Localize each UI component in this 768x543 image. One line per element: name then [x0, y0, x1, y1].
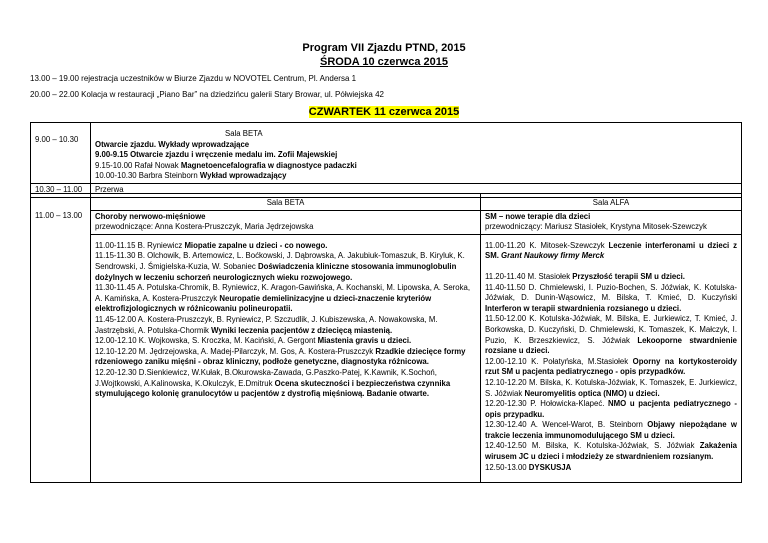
talk-authors: M. Jędrzejowska, A. Madej-Pilarczyk, M. Gos, A. Kostera-Pruszczyk: [138, 346, 376, 356]
talk-item: [485, 420, 737, 441]
talk-item: [485, 463, 737, 474]
session-title: SM – nowe terapie dla dzieci: [485, 211, 591, 221]
time-break: 10.30 – 11.00: [31, 183, 91, 197]
talk-time: 12.20-12.30: [95, 367, 139, 377]
talk-item: [485, 441, 737, 462]
talk-time: 12.40-12.50: [485, 441, 532, 451]
talk-time: 11.00-11.20: [485, 240, 530, 250]
talk-item: [485, 378, 737, 399]
talk-item: [485, 283, 737, 315]
session-chairs: przewodniczące: Anna Kostera-Pruszczyk, Maria Jędrzejowska: [95, 222, 314, 232]
room-label: Sala BETA: [225, 129, 263, 138]
break-label: Przerwa: [91, 183, 742, 197]
session-title: Otwarcie zjazdu. Wykłady wprowadzające: [95, 139, 250, 149]
talk-title: DYSKUSJA: [528, 462, 572, 472]
talk-time: 12.00-12.10: [95, 336, 139, 346]
talk-authors: M. Bilska, K. Kotulska-Jóźwiak, K. Tomaszek, E. Jurkiewicz, S. Jóźwiak: [485, 377, 737, 398]
talk-time: 11.00-11.15: [95, 240, 138, 250]
room-alfa-label: Sala ALFA: [481, 194, 742, 211]
talk-time: 11.15-11.30: [95, 251, 138, 261]
talk-title: Doświadczenia kliniczne stosowania immunoglobulin dożylnych w leczeniu schorzeń neurologicznych wieku rozwojowego.: [95, 261, 457, 282]
talk-item: [485, 357, 737, 378]
talk-item: [95, 251, 476, 283]
talk-title: Lekooporne stwardnienie rozsiane u dzieci.: [485, 335, 738, 356]
opening-session: [91, 129, 742, 183]
talk-authors: D.Sienkiewicz, W.Kułak, B.Okurowska-Zawada, G.Paszko-Patej, K.Kawnik, K.Sochoń, J.Wojtkowski, A.Kalinowska, K.Okulczyk, E.Dmitruk: [95, 367, 437, 388]
talk-item: [95, 347, 476, 368]
talk-authors: K. Wojkowska, S. Kroczka, M. Kaciński, A. Gergont: [138, 336, 318, 346]
talk-item: [95, 241, 476, 252]
talk-time: 12.00-12.10: [485, 356, 532, 366]
talk-item: [485, 314, 737, 356]
talk-title: Oporny na kortykosteroidy rzut SM u pacjenta pediatrycznego - opis przypadków.: [485, 356, 737, 377]
talk-time: 11.40-11.50: [485, 282, 529, 292]
page-title: Program VII Zjazdu PTND, 2015: [302, 42, 466, 54]
time-parallel: 11.00 – 13.00: [31, 194, 91, 483]
talk-title: Zakażenia wirusem JC u dzieci i młodzieży ze stwardnieniem rozsianym.: [485, 441, 737, 462]
talk-item: [95, 336, 476, 347]
talk-item: [485, 272, 737, 283]
talk-authors: M. Bilska, K. Kotulska-Jóźwiak, S. Jóźwiak: [531, 441, 700, 451]
talk-item: [95, 283, 476, 315]
talk-title: Rzadkie dziecięce formy rdzeniowego zaniku mięśni - obraz kliniczny, podłoże genetyczne, diagnostyka różnicowa.: [95, 346, 466, 367]
talk-time: 12.10-12.20: [95, 346, 139, 356]
day-heading-thursday: CZWARTEK 11 czerwca 2015: [308, 106, 460, 118]
talk-sponsor-note: Grant Naukowy firmy Merck: [498, 251, 605, 261]
agenda-item: 10.00-10.30 Barbra Steinborn Wykład wprowadzający: [95, 171, 287, 181]
talk-authors: A. Potulska-Chromik, B. Ryniewicz, K. Aragon-Gawińska, A. Kochanski, M. Lipowska, A. Seroka, A. Kamińska, A. Kostera-Pruszczyk: [95, 283, 471, 303]
talk-authors: K. Mitosek-Szewczyk: [529, 240, 609, 250]
talk-item: [95, 368, 476, 400]
talk-item: [95, 315, 476, 336]
talk-authors: K. Kotulska-Jóźwiak, M. Bilska, E. Jurkiewicz, T. Kmieć, J. Borkowska, D. Kuczyński, D. Chmielewski, K. Tomaszek, K. Małczyk, I. Puzio, K. Brzeszkiewicz, S. Jóźwiak: [485, 314, 737, 345]
parallel-sessions-table: [30, 193, 742, 483]
talk-title: Neuromyelitis optica (NMO) u dzieci.: [524, 388, 660, 398]
talk-authors: B. Olchowik, B. Artemowicz, L. Boćkowski, J. Dąbrowska, A. Jakubiuk-Tomaszuk, B. Kiryluk, K. Sendrowski, J. Śmigielska-Kuzia, W. Sobaniec: [95, 251, 465, 271]
talk-time: 11.45-12.00: [95, 314, 138, 324]
talk-title: Miastenia gravis u dzieci.: [317, 336, 412, 346]
talk-time: 12.50-13.00: [485, 462, 529, 472]
session-chairs: przewodniczący: Mariusz Stasiołek, Krystyna Mitosek-Szewczyk: [485, 222, 707, 232]
talk-time: 12.20-12.30: [485, 399, 531, 409]
beta-session-header: [91, 210, 481, 234]
time-opening: 9.00 – 10.30: [31, 123, 91, 184]
agenda-item: 9.00-9.15 Otwarcie zjazdu i wręczenie medalu im. Zofii Majewskiej: [95, 150, 338, 160]
opening-session-table: [30, 122, 742, 198]
day-heading-wednesday: ŚRODA 10 czerwca 2015: [320, 56, 448, 68]
talk-authors: A. Wencel-Warot, B. Steinborn: [530, 420, 648, 430]
talk-authors: D. Chmielewski, I. Puzio-Bochen, S. Jóźwiak, K. Kotulska-Jóźwiak, D. Dunin-Wąsowicz, M. Bilska, T. Kmieć, D. Kuczyński: [485, 282, 737, 303]
talk-authors: P. Hołowicka-Klapeć.: [530, 399, 609, 409]
talk-title: Przyszłość terapii SM u dzieci.: [572, 271, 685, 281]
talk-title: Miopatie zapalne u dzieci - co nowego.: [184, 240, 328, 250]
talk-time: 11.30-11.45: [95, 283, 138, 293]
dinner-note: 20.00 – 22.00 Kolacja w restauracji „Piano Bar” na dziedzińcu galerii Stary Browar, ul. Półwiejska 42: [30, 90, 384, 99]
talk-title: Interferon w terapii stwardnienia rozsianego u dzieci.: [485, 303, 682, 313]
talk-authors: B. Ryniewicz: [137, 240, 185, 250]
alfa-talks: [481, 234, 742, 482]
alfa-session-header: [481, 210, 742, 234]
talk-item: [485, 241, 737, 262]
registration-note: 13.00 – 19.00 rejestracja uczestników w Biurze Zjazdu w NOVOTEL Centrum, Pl. Andersa 1: [30, 74, 357, 83]
talk-title: Objawy niepożądane w trakcie leczenia immunomodulującego SM u dzieci.: [485, 420, 737, 440]
talk-title: Neuropatie demielinizacyjne u dzieci-znaczenie kryteriów elektrofizjologicznych w różnicowaniu polineuropatii.: [95, 293, 432, 314]
talk-item: [485, 399, 737, 420]
talk-title: Ocena skuteczności i bezpieczeństwa czynnika stymulującego kolonię granulocytów u pacjentów z dystrofią mięśniową. Badanie otwarte.: [95, 378, 451, 399]
talk-authors: A. Kostera-Pruszczyk, B. Ryniewicz, P. Szczudlik, J. Kubiszewska, A. Nowakowska, M. Jastrzębski, A. Potulska-Chormik: [95, 314, 438, 335]
talk-title: Leczenie interferonami u dzieci z SM.: [485, 240, 737, 261]
session-title: Choroby nerwowo-mięśniowe: [95, 211, 206, 221]
beta-talks: [91, 234, 481, 482]
talk-time: 12.10-12.20: [485, 377, 529, 387]
talk-time: 11.20-11.40: [485, 271, 528, 281]
room-beta-label: Sala BETA: [91, 194, 481, 211]
agenda-item: 9.15-10.00 Rafał Nowak Magnetoencefalografia w diagnostyce padaczki: [95, 160, 357, 170]
talk-title: NMO u pacjenta pediatrycznego - opis przypadku.: [485, 399, 737, 419]
talk-authors: M. Stasiołek: [527, 271, 573, 281]
talk-time: 12.30-12.40: [485, 420, 531, 430]
talk-time: 11.50-12.00: [485, 314, 530, 324]
talk-authors: K. Połatyńska, M.Stasiołek: [531, 356, 633, 366]
talk-title: Wyniki leczenia pacjentów z dziecięcą miastenią.: [211, 325, 393, 335]
